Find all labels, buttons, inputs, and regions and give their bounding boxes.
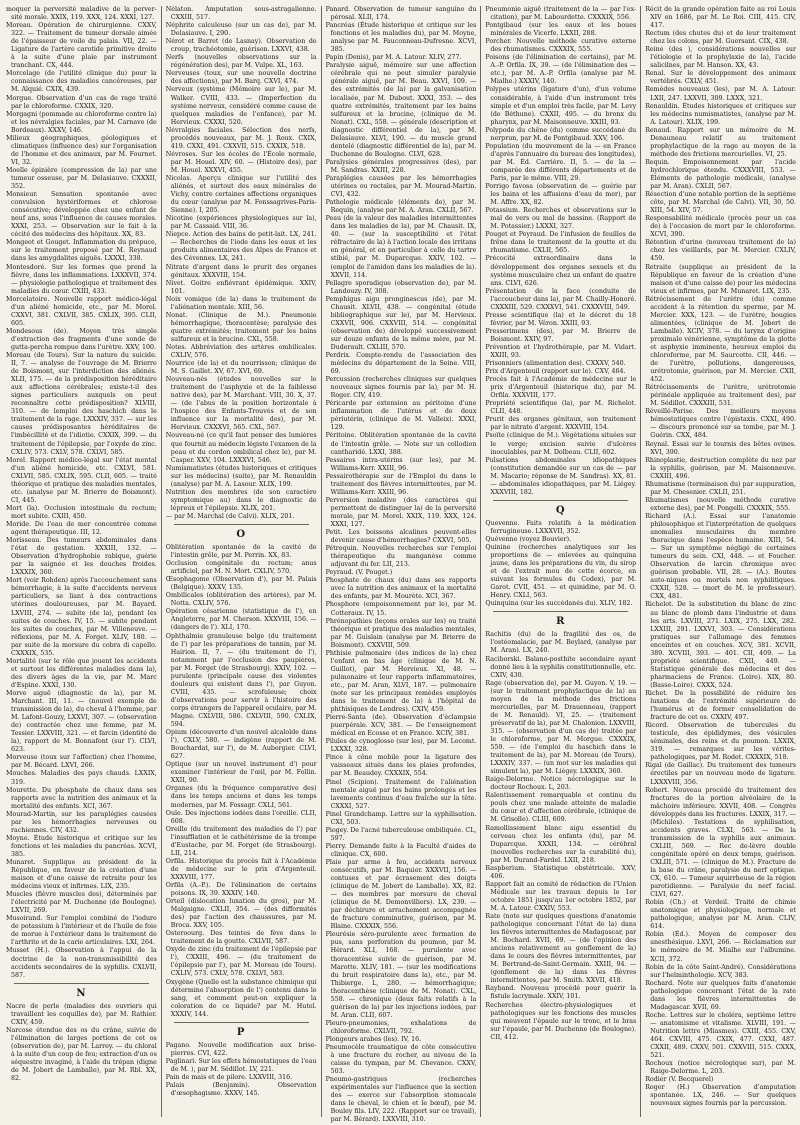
index-entry: Pessaires intra-utérins (sur les), par M. Williams-Kerr. XXIII, 96.	[325, 456, 477, 472]
index-entry: Nerveux (système (Mémoire sur le), par M. Walker. CVIII, 433. — (Imperfection du système nerveux, considéré comme cause de quelques maladies de l'enfance), par M. Hervieux. CXXXI, 520.	[165, 86, 317, 126]
index-entry: Rodier (V. Becquerel)	[645, 1076, 714, 1084]
index-entry: Remèdes nouveaux (les), par M. A. Latour. LXII, 247. LXXVII, 309. LXXX, 321.	[645, 86, 796, 102]
index-entry: Quinine (recherches analytiques sur les proportions de — enlevées au quinquina jaune, dans les préparations du vin, du sirop et de l'extrait mou de cette écorce, en suivant les formules du Codex), par M. Garot. CVII, 451. — et quinidine, par M. O. Henry. CXLI, 563.	[485, 544, 637, 600]
index-entry: Rigal (de Gaillac). Du traitement des tumeurs érectiles par un nouveau mode de ligature. LXXXVIII, 356.	[645, 762, 796, 786]
index-entry: Presserimens (des), par M. Brierre de Boismont. XXIV, 97.	[485, 327, 637, 343]
index-entry: Nivet. Goitre enfiévrant épidémique. XXIV, 101.	[165, 279, 317, 295]
index-entry: Monsieur. Sensation spontanée avec convulsion hystériformes et chlorose consécutive; développée chez une enfant de neuf ans, sous l'influence de causes morales. XXXI, 253. — Observation sur le fait à la cécité des médecins des hôpitaux. XX, 83.	[6, 191, 157, 239]
index-entry: Munaret. Supplique au président de la République, en faveur de la création d'une maison et d'une caisse de retraite pour les médecins vieux et infirmes. LIX, 235.	[6, 858, 157, 891]
index-entry: Population (du mouvement de la — en France d'après l'annuaire du bureau des longitudes), par M. Éd. Carrière. II, 5. — de la — comparée des différents départements et de Paris, par le même. VIII, 29.	[485, 142, 637, 182]
index-entry: Organes (du la fréquence comparative des) dans les temps anciens et dans les temps modernes, par M. Fossagr. CXLI, 561.	[165, 785, 317, 809]
index-entry: Nutrition des membres (de son caractère symptomique au) dans le diagnostic de lépreux et l'épilepsie. XLIX, 201.	[165, 488, 317, 512]
index-entry: Nouveau-nés (études nouvelles sur le traitement de l'asphyxie et de la faiblesse native des), par M. Marchant. VIII, 30. X, 37. — (de l'abus de la position horizontale à l'hospice des Enfants-Trouvés et de son influence sur la mortalité des), par M. Hervieux. CXXXVI, 565. CXL, 567.	[165, 376, 317, 432]
index-entry: Rétention d'urine (nouveau traitement de la) chez les vieillards, par M. Mercier. CXLIV, 459.	[645, 239, 796, 263]
index-entry: Mongeot et Gouget. Inflammation du prépuce, sur le traitement proposé par M. Reynaud dans les amygdalites aiguës. LXXXI, 338.	[6, 239, 157, 263]
index-entry: Quevenne. Faits relatifs à la médication ferrugineuse. LXXXVII, 352.	[485, 519, 637, 535]
index-entry: Pneumocèle traumatique de côte consécutive à une fracture du rocher, au niveau de la caisse du tympan, par M. Chevance. CXXV, 503.	[325, 1044, 477, 1076]
index-entry: Pulsations abdominales idiopathiques (constitution demandée sur un cas de — par M. Macario; réponse de M. Sandras). XX, 81. — abdominales idiopathiques, par M. Liégey. XXXVIII, 182.	[485, 456, 637, 496]
index-entry: Rétrécissements de l'urètre, urétrotomie périnéale appliquée au traitement des), par M. Sédillot. CXXXIII, 531.	[645, 384, 796, 408]
index-entry: Rhinoplastie, destruction complète du nez par la syphilis, guérison, par M. Maisonneuve. CXXIII, 496.	[645, 456, 796, 480]
index-entry: Quévenne (voyez Bouvier).	[485, 535, 572, 543]
index-entry: Pontgibaud (sur les eaux et les boues minérales de Vicerfe. LXXII, 288.	[485, 22, 637, 38]
index-entry: Précocité extraordinaire dans le développement des organes sexuels et du système musculaire chez un enfant de quatre ans. CLVI, 626.	[485, 255, 637, 287]
index-entry: Musoirand. Sur l'emploi combiné de l'iodure de potassium à l'intérieur et de l'huile de foie de morue à l'extérieur dans le traitement de l'arthrite et de la carie articulaires. LXI, 264.	[6, 915, 157, 947]
index-entry: Porrigo favosa (observation de — guérie par les bains et les affusions d'eau de mer), par M. Affre. XX, 82.	[485, 183, 637, 207]
letter-heading: O	[236, 529, 247, 540]
index-entry: Phrénopathies (leçons orales sur les) ou traité théorique et pratique des maladies mentales, par M. Guislain (analyse par M. Brierre de Boismont). CXXVIII, 509.	[325, 617, 477, 649]
index-entry: Responsabilité médicale (procès pour un cas de) à l'occasion de mort par le chloroforme. XCVI, 390.	[645, 215, 796, 239]
index-entry: Roger (H.) Observation d'amputation spontanée. LX, 246. — Sur quelques nouveaux signes fournis par la percussion.	[645, 1084, 796, 1108]
index-entry: — par M. Marchal (de Calvi). XLIX, 201.	[165, 512, 295, 520]
index-entry: Paralysies générales progressives (des), par M. Sandras. XXIII, 228.	[325, 158, 477, 174]
index-entry: Osteroourg. Des teintes de fève dans le traitement de la goutte. CXLVII, 587.	[165, 930, 317, 946]
index-entry: Niepce. Action des bains de petit-lait. LX, 241. — Recherches de l'iode dans les eaux et les produits alimentaires des Alpes de France et des Cévennes. LX, 241.	[165, 231, 317, 263]
index-entry: Ralentissement remarquable et continu du pouls chez une malade atteinte de maladie du cœur et d'affection cérébrale, (clinique de M. Grisolle). CLIII, 609.	[485, 792, 637, 824]
index-entry: Moreau (de Tours). Sur la nature du suicide. II, 7. — analyse de l'ouvrage de M. Brierre de Boismont, sur l'interdiction des aliénés. XLII, 175. — de la prédisposition héréditaire aux affections cérébrales; existe-t-il des signes particuliers auxquels on peut reconnaître cette prédisposition? XLVIII, 310. — de lemploi des haschich dans le traitement de la rage. LXXXIV, 337. — sur les causes prédisposantes héréditaires de l'imbécillité et de l'idiotie. CXXIX, 399. — du traitement de l'épilepsie, par l'oxyde de zinc. CXLIV, 573. CXLV, 578. CXLVI, 585.	[6, 352, 157, 456]
index-entry: Pince à cône mobile pour la ligature des vaisseaux situés dans les plaies profondes, par M. Beaudey. CXXXIX, 554.	[325, 754, 477, 778]
index-entry: Mort (la). Occlusion intestinale du rectum; mort subite. CXIII, 450.	[6, 504, 157, 520]
index-entry: Plongeurs arabes (les). IV, 16.	[325, 1036, 422, 1043]
index-entry: Paraplégies causées par les hémorrhagies utérines ou rectales, par M. Mourad-Martin. CVI, 432.	[325, 174, 477, 199]
index-entry: Peau (de la valeur des maladies intermittentes dans les maladies de la), par M. Chausit. IX, 40. — (sur la susceptibilité et l'état réfractaire de la) à l'action locale des irritans en général, et en particulier à celle du tartre stibié, par M. Duparcque. XXIV, 102. — (emploi de l'amidon dans les maladies de la). XXVII, 114.	[325, 215, 477, 279]
index-entry: Phthisie pulmonaire (des indices de la) chez l'enfant en bas âge (clinique de M. N. Guillot), par M. Hervieux. XI, 48. — pulmonaire et leur rapports inflammatoires, etc., par M. Aran, XLVI, 187. — pulmonaire (note sur les principaux remèdes employés dans le traitement de la) à l'hôpital de phthisiques de Londres). CXIV, 459.	[325, 649, 477, 714]
index-entry: Névralgies faciales. Sélection des nerfs, procédés nouveaux, par M. J. Roux. CXIX, 419. CXXI, 491. CXXVII, 515. CXXIX, 518.	[165, 126, 317, 150]
index-entry: Pemphigus aigu pronginescus (de), par M. Chausit. XLVII, 438. — congénital (étude bibliographique sur le), par M. Hervieux. CXXVII, 906. CXXVIII, 514. — congénital (observation de) développé successivement sur douze enfants de la même mère, par M. Duderault. CXLIII, 570.	[325, 295, 477, 351]
index-entry: Nouveau-né (ce qu'il faut penser des lumières que fournit au médecin légiste l'examen de la peau et du cordon ombilical chez le), par M. Casper. XXV, 104. LXXXVI, 546.	[165, 432, 317, 464]
index-entry: Poisons (de l'élimination de certains), par M. A.-P. Orfila. IX, 39. — (de l'élimination des — etc.), par M. A.-P. Orfila (analyse par M. Mialhe.) XXXIV, 140.	[485, 54, 637, 86]
index-entry: Ophthalmie granuleuse belge (du traitement de l') par les préparations de tannin, par M. Hairion. II, 7. — (du traitement de l'), notamment par l'occlusion des paupières, par M. Forget (de Strasbourg). XXIV, 102. — purulente (principale cause des violentes douleurs qui existent dans l'), par Guyon. CVIII, 435. — scrofuleuse; choix d'observations pour servir à l'histoire des corps étrangers de l'appareil oculaire, par M. Magne. CXLVIII, 586. CXLVIII, 590. CXLIX, 594.	[165, 632, 317, 729]
index-entry: Péricarde par extension au péritoine d'une inflammation de l'utérus et de deux périutérin, (clinique de M. Valleix). XXXI, 129.	[325, 400, 477, 432]
index-entry: Nonat. (Clinique de M.). Pneumonie hémorrhagique, thoracentèse; paralysie des quatre extrémités; traitement par les bains sulfureux et la brucine. CXL, 558.	[165, 311, 317, 343]
index-entry: Pathologie médicale (éléments de), par M. Requin, (analyse par M. A. Aran. CXLII, 567.	[325, 199, 477, 215]
index-entry: Mortalité (sur le rôle que jouent les accidents et surtout les différentes maladies dans la), des divers âges de la vie, par M. Marc d'Espine. XXXI, 130.	[6, 657, 157, 689]
index-entry: Pinel Grandchamp. Lettre sur la syphilisation. CXI, 503.	[325, 810, 477, 826]
index-entry: Retraite (supplique au président de la République en faveur de la création d'une maison et d'une caisse de) pour les médecins vieux et infirmes, par M. Munaret. LIX, 235.	[645, 263, 796, 295]
letter-heading: R	[556, 616, 566, 628]
index-entry: Moride. De l'eau de mer concentrée comme agent thérapeutique. III, 12.	[6, 521, 157, 537]
index-entry: Polypes utérins (ligature d'un), d'un volume considérable, à l'aide d'un instrument très simple et d'un emploi très facile, par M. Levy (de Béthune). CXXII, 495. — du bronx du pharynx, par M. Maisonneuve. XXIII, 93.	[485, 86, 637, 126]
index-entry: Quinquina (sur les succédanés du). XLIV, 182.	[485, 600, 633, 608]
index-entry: Milieux géographiques, géologiques et climatiques (influence des) sur l'organisation de l'homme et des animaux, par M. Fournet. VI, 32.	[6, 134, 157, 166]
index-entry: Pétrequin. Nouvelles recherches sur l'emploi thérapeutique du manganèse comme adjuvant du fer. LII, 213.	[325, 545, 477, 569]
index-column-1	[6, 6, 157, 1117]
index-entry: Prisonniers (alimentation des). CXXXV, 540.	[485, 360, 626, 368]
index-entry: Raige-Delorme. Notice nécrologique sur le docteur Rochoux. L, 203.	[485, 776, 637, 792]
index-entry: Nicotine (expériences physiologiques sur la), par M. Cassaid. VIII, 36.	[165, 215, 317, 231]
index-entry: Morcelatoire. Nouvelle rapport médico-légal d'un aliéné homicide, etc., par M. Morel. CXXVI, 381. CXLVII, 385. CXLIX, 395. CLII, 605.	[6, 295, 157, 327]
index-entry: Paglinari. Sur les effets hémostatiques de l'eau de M. ), par M. Sédillot. LV, 221.	[165, 1057, 317, 1073]
index-entry: Rétrécissement de l'urètre (du) comme accident à la rétention du sperme, par M. Mercier. XXX, 123. — de l'urètre, bougies alimentées, (clinique de M. Jobert de Lamballe). XCIV, 378. — du larynx d'origine proximale vénérienne, symptôme de la glotte et asphyxie imminente, heureux emploi du chloroforme, par M. Saurcotte. CII, 446. — de l'urètre, pollutions, dangereuses, urétrotomie, guérison, par M. Mercier. CXII, 452.	[645, 295, 796, 384]
index-entry: Pierry. Demande faite à la Faculté d'aides de clinique. CX, 600.	[325, 842, 477, 858]
index-entry: Papin (Denis), par M. A. Latour. XLIV, 277.	[325, 54, 462, 62]
index-column-4	[480, 6, 636, 1117]
index-column-2	[161, 6, 317, 1117]
index-entry: Pierre-Santa (de). Observation d'éclampsie puerpérale. XCV, 381. — De l'enseignement médical en Ecosse et en France. XCIV, 381.	[325, 714, 477, 738]
index-entry: Moyne. Étude historique et critique sur les fonctions et les maladies du pancréas. XCVI, 385.	[6, 834, 157, 858]
index-entry: Ramollissement blanc aigu essentiel du cerveau chez les enfants (du), par M. Duparcque. XXXII, 134. — cérébral (nouvelles recherches sur la curabilité du), par M. Durand-Fardel. LXII, 218.	[485, 824, 637, 864]
index-entry: Recherches électro-physiologiques et pathologiques sur les fonctions des muscles qui meuvent l'épaule sur le tronc, et le bras sur l'épaule, par M. Duchenne (de Boulogne). CII, 412.	[485, 1001, 637, 1041]
index-entry: Numismatistes (études historiques et critiques sur les médecins) (suite), par M. Renauldin (analyse) par M. A. Lasour. XLIX, 199.	[165, 464, 317, 488]
index-entry: Rayband. Nouveau procédé pour guérir la fistule lacrymale. XXIV, 101.	[485, 985, 637, 1001]
index-entry: Raciborski. Balano-posthite secondaire ayant donné lieu à la syphilis constitutionnelle, etc. CXIV, 430.	[485, 655, 637, 679]
index-entry: Notes. Abbréviation des artères ombilicales. CXLIV, 576.	[165, 343, 317, 360]
index-entry: Reine (des ), considérations nouvelles sur l'étiologie et la prophylaxie de la), l'acide salicilnes, par M. Hanson. XX, 43.	[645, 46, 796, 70]
index-entry: Morveuse (toux sur l'affection) chez l'homme, par M. Bécard. LXVI, 266.	[6, 754, 157, 770]
index-entry: Rhumatismes (nouvelle méthode curative externe des), par M. Pongelli. CXXXIX, 555.	[645, 496, 796, 512]
index-entry: Narcose étendue des os du crâne, suivie de l'élimination de larges portions de cet os (observation de), par M. Larrey. — du chloral à la suite d'un coup de feu; extraction d'un os séquestre invaginé, à l'aide du trépan (digne de M. Jobert de Lamballe), par M. Rbl. XX, 82.	[6, 1026, 157, 1083]
index-entry: Ricord. Observation de tubercules du testicule, des épididymes, des vésicules séminales, des reins et du poumon. LXXIX, 319. — remarques sur les vérites-pathologiques, par M. Rodet. CXXXIX, 518.	[645, 722, 796, 762]
section-divider	[493, 611, 628, 612]
letter-heading: Q	[555, 504, 566, 516]
index-entry: Phosphate de chaux (du) dans ses rapports avec la nutrition des animaux et la mortalité des enfants, par M. Mourète. XCI, 367.	[325, 577, 477, 601]
index-entry: Présentation de la face (conduite de l'accoucheur dans la), par M. Chailly-Honoré. CXXXIII, 529. CXXXVI, 541. CXXXVIII, 549.	[485, 287, 637, 311]
index-entry: Nerveuses (toux, sur une nouvelle doctrine des affections), par M. Barq. CXVI, 474.	[165, 70, 317, 86]
index-entry: Prix d'Argenteuil (rapport sur le). CXV, 464.	[485, 368, 626, 376]
index-entry: Plaie par arme à feu, accidents nerveux consécutifs, par M. Baquier. XXXVII, 156. — contuses et par écrasement des doigts (clinique de M. Jobert de Lamballe). XX, 82. — des membres par morsure de cheval (clinique de M. Demonvilliers). LX, 239. — par déchirure et arrachement accompagnée de fracture comminutive, guérison, par M. Blaine. CXXXIX, 556.	[325, 858, 477, 931]
section-divider	[174, 1022, 309, 1023]
index-entry: Prévention et l'hydrothérapie, par M. Vidart. XXIII, 93.	[485, 343, 637, 360]
index-entry: Renauldin. Études historiques et critiques sur les médecins numismatistes, (analyse par M. A. Latour). XLIX, 199.	[645, 102, 796, 126]
index-entry: Péritoine. Oblitération spontanée de la cavité de l'intestin grêle. — Note sur un collodion cantharidé. LXXI, 388.	[325, 432, 477, 456]
index-entry: Noix vomique (de la) dans le traitement de l'aliénation mentale. XIII, 56.	[165, 295, 317, 311]
index-entry: Mouches. Maladies des pays chauds. LXXIX, 319.	[6, 770, 157, 786]
index-entry: Rage (observation de), par M. Guyon. V, 19. — (sur le traitement prophylactique de la) au moyen de la méthode des frictions mercurielles, par M. Drauenneau, (rapport de M. Renauld). VI, 25. — (traitement préservatif de la), par M. Chalonion. LXXVIII, 315. — (observation d'un cas de) traitée par le chloroforme, par M. Morgue. CXXXIX, 559. — (de l'emploi du haschich dans le traitement de la), par M. Moreau (de Tours). LXXXIV, 337. — (un mot sur les maladies qui simulent la), par M. Liégey. LXXXIX, 360.	[485, 679, 637, 776]
index-entry: Morgagni (pommade au chloroforme contre la) et les névralgies faciales, par M. Carnave (de Bordeaux). XXXV, 146.	[6, 110, 157, 134]
index-entry: Richet. De la possibilité de réduire les luxations de l'extrémité supérieure de l'humérus et de former consolidation de fracture de cet os. CXXIV, 497.	[645, 689, 796, 722]
index-entry: Pneumonie aiguë (traitement de la — par l'ex-citation), par M. Labourdette. CXXXIX, 556.	[485, 6, 637, 22]
index-entry: Pinel (Scipion). Traitement de l'aliénation mentale aiguë par les bains prolongés et les lavements continus d'eau fraîche sur la tête. CXXXI, 527.	[325, 778, 477, 810]
index-entry: Perdrix. Compte-rendu de l'association des médecins du département de la Seine. VIII, 69.	[325, 352, 477, 376]
index-entry: Panard. Observation de tumeur sanguine du pérosal. XLII, 174.	[325, 6, 477, 22]
letter-heading: N	[76, 987, 87, 999]
index-entry: Orfila. Historique du procès fait à l'Académie de médecine sur le prix d'Argenteuil. XXXVIII, 177.	[165, 857, 317, 881]
index-entry: Robert. Nouveau procédé du traitement des fractures de la portion alvéolaire de la mâchoire inférieure. XXVII, 408. — Congrès développés dans les fractures. LXXIX, 317. — (Michiles). Testations de syphilisation, accidents graves. CLXI, 563. — De la transmission de la syphilis aux animaux. CXLIII, 569. — Rec de-lèvre double congénitale opéré en deux temps, guérison. CXLIII, 571. — (clinique de M.). Fracture de la base du crâne, paralysie du nerf optique. CX, 610. — Tumeur squirrheuse de la région parotidienne. — Paralysie du nerf facial. CLVI, 627.	[645, 786, 796, 899]
index-entry: Résection d'une notable portion de la septième côte, par M. Marchal (de Calvi). VII, 30, 50. XIII, 54. XIV, 57.	[645, 191, 796, 215]
index-entry: Robin de la côte Saint-André). Considérations sur l'helminthologie. XCV, 383.	[645, 963, 796, 979]
index-entry: Richelot. De la substitution du blanc de zinc au blanc de plomb dans l'industrie et dans les arts. LXVIII, 271. LXIX, 275. LXX, 282. LXXIII, 291. LXXVI, 303. — Considérations pratiques sur l'allumage des femmes enceintes et en couches. XCV, 381. XCVII, 389. XCVIII, 393. — 401. CII, 409. — La propriété scientifique. CXII, 449. — Statistique générale des médecins et des pharmaciens de France. (Loire). XIX, 80. (Basse-Loire). CXXX, 524.	[645, 601, 796, 689]
index-entry: Pneumo-gastriques (recherches expérimentales sur l'influence que la section des — exerce sur l'absorption stomacale dans le cheval, le chien et le bœuf), par M. Bouley fils. LIV, 222. (Rapport sur ce travail), par M. Bérard). LXXVIII, 310.	[325, 1076, 477, 1124]
index-entry: Muscles (fièvre muscles des), déterminés par l'électricité par M. Duchenne (de Boulogne). LXVII, 269.	[6, 891, 157, 915]
index-entry: Pancréas (Étude historique et critique sur les fonctions et les maladies du), par M. Moyne, analyse par M. Fauconneau-Dufresne. XCVI, 385.	[325, 22, 477, 54]
index-entry: Œsophagome (Observation d'), par M. Palais (Belgique). XXXV, 135.	[165, 576, 317, 592]
index-entry: Oblitération spontanée de la cavité de l'intestin grêle, par M. Perrin. XX, 83.	[165, 544, 317, 560]
index-entry: Nicolas. Aperçu clinique sur l'utilité des aliénés, et surtout des eaux minérales de Vichy, contre certaines affections organiques du cœur (analyse par M. Fonssagrives-Paris-Sienne). I, 205.	[165, 174, 317, 215]
index-entry: Percussion (recherches cliniques sur quelques nouveaux signes fournis par la), par M. H. Roger. CIV, 419.	[325, 376, 477, 400]
index-entry: Rapport fait au comité de rédaction de l'Union Médicale sur les travaux depuis le 1er octobre 1851 jusqu'au 1er octobre 1852, par M. A. Latour. CXXIV, 553.	[485, 880, 637, 912]
index-entry: Néphrite calculeuse (sur un cas de), par M. Delasiauve. I, 290.	[165, 22, 317, 38]
index-entry: Moreau. Opération de chirurgienne. CXXV, 322. — Traitement de tumeur dorsale aimée de l'épaisseur de voile du palais. VII, 22. — Ligature de l'artère carotide primitive droite à la suite d'une plaie par instrument tranchant. CX, 444.	[6, 22, 157, 70]
section-divider	[493, 500, 628, 501]
index-entry: Orteil (dislocation luxation du gros), par M. Malgaigne. CXLII, 354. — (des difformités des) par l'action des chaussures, par M. Broca. XXV, 105.	[165, 898, 317, 930]
index-entry: Rochoux (notice nécrologique sur), par M. Raige-Delorme. L, 203.	[645, 1060, 796, 1076]
index-entry: Récit de la grande opération faite au roi Louis XIV en 1686, par M. Le Roi. CIII, 415. CIV, 417.	[645, 6, 796, 30]
index-entry: Morgue. Observation d'un cas de rage traité par le chloroforme. CXXIX, 320.	[6, 94, 157, 110]
index-entry: Nerfs (nouvelles observations sur la régénération des), par M. Vulpe. XL, 163.	[165, 54, 317, 70]
index-entry: Morcelage (de l'utilité clinique du) pour la connaissance des maladies cancéreuses, par M. Alquié. CXIX, 439.	[6, 70, 157, 94]
index-entry: Raspberium. Statistique obstétricale. XXV, 406.	[485, 864, 637, 880]
index-entry: Piogey. De l'acné tuberculeuse ombiliquée. CL, 597.	[325, 826, 477, 842]
index-entry: Rate (note sur quelques questions d'anatomie pathologique concernant l'état de la) dans les fièvres intermittentes de Madagascar, par M. Bochard. XVII, 69. — (de l'opinion des anciens relativement au gonflement de la) dans le cours des fièvres intermittentes, par M. Bertrand-de-Saint-Germain. XXIII, 94. — (gonflement de la) dans les fièvres intermittentes, par M. Smith. XXVII, 418.	[485, 913, 637, 985]
index-entry: Renaud. Rapport sur un mémoire de M. Denauneau relatif au traitement prophylactique de la rage au moyen de la méthode des frictions mercurielles. VI, 25.	[645, 126, 796, 158]
index-entry: Perversion maladive (des caractères qui permettent de distinguer la) de la perversité morale, par M. Morel. XXIX, 119. XXX, 124. XXXI, 127.	[325, 496, 477, 528]
index-entry: Pleurésie séro-purulente avec formation de pus, sans perforation du poumon, par M. Hérard. XLI, 168. — purulente avec thoracentèse suivie de guérison, par M. Marotte. XLIV, 181. — (sur les modifications du bruit respiratoire dans la), etc., par M. Thibierge. L, 280. — hémorrhagique; thoracenthèse (clinique de M. Nonat). CXL, 558. — chronique (deux faits relatifs à la guérison de la) par les injections iodées, par M. Aran. CLII, 607.	[325, 931, 477, 1019]
index-entry: Presse scientifique (la) et le décret du 18 février, par M. Véron. XXIII, 93.	[485, 311, 637, 327]
index-entry: Pilules de cynoglosse (sur les), par M. Lecomt. LXXXI, 328.	[325, 738, 477, 754]
index-entry: Oxygène (Quelle est la substance chimique qui détermine l'absorption de l') contenu dans le sang, et comment peut-on expliquer la coloration de ce liquide? par M. Hutel. XXXIV, 144.	[165, 978, 317, 1018]
index-entry: Pouget et Peyraud. De l'infusion de feuilles de frêne dans le traitement de la goutte et du rhumatisme. CXLII, 565.	[485, 231, 637, 255]
index-entry: Porcher. Nouvelle méthode curative externe des rhumatismes. CXXXIX, 555.	[485, 38, 637, 54]
index-entry: Nérot et Barret (de Lasnay). Observation de croup, trachéotomie, guérison. LXXVI, 438.	[165, 38, 317, 54]
index-entry: Paralysie aiguë, mémoire sur une affection cérébrale qui ne peut simuler paralysie générale aiguë, par M. Beau. XXVI, 109. — des extrémités (de la) par la galvanisation localisée, par M. Dubout. XXXI, 353. — des quatre extrémités, traitement par les bains sulfureux et la brucine, (clinique de M. Nonat). CXL, 558. — générale (description et diagnostic différentiel de la), par M. Delasiauve. XLVI, 190. — du muscle grand dentelé (diagnostic différentiel de la), par M. Duchenne de Boulogne. CLVI, 628.	[325, 62, 477, 158]
index-entry: Potassium. Recherches et observations sur le mal de vers ou mal de bassine. (Rapport de M. Potassier.) LXXXI, 327.	[485, 207, 637, 231]
index-column-5	[640, 6, 796, 1117]
index-entry: Nacre de perle (maladies des ouvriers qui travaillent les coquilles de), par M. Rathier. CXIV, 459.	[6, 1002, 157, 1026]
index-entry: Phosphore (empoisonnement par le), par M. Cotteraux. IV, 15.	[325, 601, 477, 617]
index-entry: Petit. Les boissons alcalines peuvent-elles devenir cause d'hémorrhagies? CXXVI, 505.	[325, 529, 477, 545]
index-entry: moquer la perversité maladive de la perver-sité morale. XXIX, 119. XXX, 124. XXXI, 127.	[6, 6, 157, 22]
index-entry: Oreille (du traitement des maladies de l') par l'insufflation et le cathétérisme de la trompe d'Eustache, par M. Forget (de Strasbourg). LII, 214.	[165, 825, 317, 857]
index-entry: Palais (Benjamin). Observation d'œsophagisme. XXXV, 145.	[165, 1082, 317, 1098]
index-entry: Opération césarienne (statistique de l'), en Angleterre, par M. Cherson. XXXVIII, 156. — (dangers de l'). XLI, 170.	[165, 608, 317, 632]
index-entry: Mort (voir Rohden) après l'accouchement sans hémorrhagie, à la suite d'accidents nerveux particuliers, se liant à des contractions utérines douloureuses, par M. Bayard. LXVIII, 274. — subite (de la), pendant les suites de couches. IV, 15. — subite pendant les suites de couches, par M. Villeneuve. — réflexions, par M. A. Forget. XLIV, 180. — par suite de la morsure du cobra di capello. CXXXIX, 535.	[6, 577, 157, 657]
letter-heading: P	[236, 1026, 246, 1038]
index-entry: Pain de mais et de pilore. LXXVIII, 316.	[165, 1073, 293, 1081]
index-entry: Richard (A.). Essai sur l'anatomie philosophique et l'interprétation de quelques anomalies musculaires du membre thoracique dans l'espèce humaine. XIII, 54. — Sur un symptôme négligé de certaines tumeurs du sein. CXI, 448. — et Foucher. Observation de larcin chronique avec guérison probable. VII, 28. — (A.). Boutes auto-niques ou mortels non syphilitiques. CXXII, 528. — (mort de M. le professeur). CXX, 481.	[645, 512, 796, 601]
index-entry: Ombilicales (oblitération des artères), par M. Notta. CXLIV, 576.	[165, 592, 317, 608]
index-entry: Psoïte (clinique de M.). Végétations situées sur le verge; excision suivie d'ulcères inoculables, par M. Dolbeau. CLII, 602.	[485, 432, 637, 456]
index-entry: Montesdoré. Sur les formes que prend la fièvre, dans les inflammations. LXXXVII, 374. — physiologie pathologique et traitement des maladies du cœur. CXIII, 433.	[6, 263, 157, 295]
index-entry: Prurit des organes génitaux, son traitement par le nitrate d'argent. XXXVIII, 154.	[485, 416, 637, 432]
index-entry: Pessairothérapie sur de l'Emploi du dans le traitement des fièvres intermittentes, par M. Williams-Kerr. XXIII, 96.	[325, 472, 477, 496]
index-column-3	[321, 6, 477, 1124]
index-entry: Renal. Sur le développement des animaux vertébrés. CXLV, 451.	[645, 70, 796, 86]
index-entry: Névroses. Sur les écoles de l'École normale, par M. Houel. XIV, 60. — (Histoire des), par M. Houel. XXXVI, 455.	[165, 150, 317, 174]
index-entry: Robin (Éd.). Moyen de composer des anesthésique. LXVI, 266. — Réclamation sur le mémoire de M. Mialhe sur l'albumine. XCII, 372.	[645, 931, 796, 963]
index-entry: Rectum (des chutes du) et de leur traitement chez les colons, par M. Guersant. CIX, 438.	[645, 30, 796, 46]
index-entry: Pellagre sporadique (observation de), par M. Landouzy. IV, 308.	[325, 279, 477, 295]
index-entry: Orfila (A.-P.). De l'élimination de certains poisons. IX, 39. XXXIV, 140.	[165, 881, 317, 898]
index-entry: Mourad-Martin, sur les paraplégies causées par les hémorrhagies nerveuses ou rachiennes. CIV, 432.	[6, 810, 157, 834]
index-entry: Nélaton. Amputation sous-astragalienne. CXXIII, 517.	[165, 6, 317, 22]
index-entry: Mondesous (de). Moyen très simple d'extraction des fragments d'une sonde de gutta-percha rompue dans l'urètre. XXV, 100.	[6, 327, 157, 351]
index-entry: Optique (sur un nouvel instrument d') pour examiner l'intérieur de l'œil, par M. Follin. XXII, 90.	[165, 761, 317, 785]
section-divider	[14, 983, 149, 984]
index-entry: Nourrice (de la) et du nourrisson; clinique de M. S. Gaillet. XV, 67. XVI, 69.	[165, 360, 317, 376]
index-entry: Rochard. Note sur quelques faits d'anatomie pathologique concernant l'état de la rate dans les fièvres intermittentes de Madagascar. XVII, 69.	[645, 979, 796, 1011]
index-entry: Morel. Rapport médico-légal sur l'état mental d'un aliéné homicide, etc. CXLVI, 581. CXLVII, 585. CXLIX, 595. CLII, 605. — traité théorique et pratique des maladies mentales, etc. (analyse par M. Brierre de Boismont). CI, 445.	[6, 456, 157, 504]
index-entry: Propriété scientifique (la), par M. Richelot. CLII, 448.	[485, 400, 637, 416]
index-entry: Rhumatisme (terminaison du) par suppuration, par M. Chesenier. CXLII, 251.	[645, 480, 796, 496]
index-entry: Polypode du chêne (du) comme succédané du nerprun, par M. de Pontgibaud. XXV, 106.	[485, 126, 637, 142]
index-entry: Opium (découverte d'un nouvel alcaloïde dans l'), CXLV, 580. — indigène (rapport de M. Bouchardat, sur l'), de M. Aubergier. CLVI, 627.	[165, 729, 317, 761]
index-entry: Reynal. Essai sur le tournis des bêtes ovines. XVI, 390.	[645, 440, 796, 456]
index-entry: Musset (H.). Observation à l'appui de la doctrine de la non-transmissibilité des accidents secondaires de la syphilis. CXLVII, 587.	[6, 947, 157, 979]
index-entry: Procès fait à l'Académie de médecine sur le prix d'Argenteuil (historique du), par M. Orfila. XXXVIII, 177.	[485, 376, 637, 400]
index-entry: Réveillé-Parise. Des meilleurs moyens hémostatiques contre l'épistaxis. CXXI, 490. — discours prononcé sur sa tombe, par M. J. Guérin. CXX, 484.	[645, 408, 796, 440]
index-entry: Ouïe. Des injections iodées dans l'oreille. CLII, 608.	[165, 809, 317, 825]
index-entry: Oxyde de zinc (du traitement de l'épilepsie par l'), CXXIII, 496. — (du traitement de l'épilepsie par l'), par M. Moreau (de Tours). CXLIV, 573. CXLV, 578. CXLVI, 583.	[165, 946, 317, 978]
index-entry: Moelle épinière (compression de la) par une tumeur osseuse, par M. Delasiauve. CXXXII, 352.	[6, 166, 157, 191]
index-entry: Nitrate d'argent dans le prurit des organes génitaux. XXXVIII, 154.	[165, 263, 317, 279]
index-entry: Peyraud. (V. Pouget.)	[325, 569, 393, 577]
index-entry: Robin (Ch.) et Verdeil. Traité de chimie anatomique et physiologique, normale et pathologique, analyse par M. Aran. CLIV, 614.	[645, 899, 796, 931]
index-entry: Mourette. Du phosphate de chaux dans ses rapports avec la nutrition des animaux et la mortalité des enfants. XCI, 367.	[6, 786, 157, 810]
index-entry: Roche. Lettres sur le choléra, septième lettre — anatomisme et vitalisme. XLVIII, 191. — Nutrition lettre (Miasmes). CXIII, 455. CXV, 464. CXVIII, 475. CXIX, 477. CXXI, 487. CXXII, 489. CXXV, 501. CXXVIII, 515. CXXX, 521.	[645, 1011, 796, 1060]
index-entry: Pagano. Nouvelle modification aux brise-pierres. CVI, 422.	[165, 1041, 317, 1057]
index-entry: Pleuro-pneumonies, exhalations de chloroforme. CXLVII, 792.	[325, 1019, 477, 1035]
index-entry: Rachitis (du) de la fragilité des os, de l'ostéomalacie, par M. Beylard, (analyse par M. Aran). LX, 240.	[485, 631, 637, 655]
index-entry: Occlusion congénitale du rectum; anus artificiel, par M. N. Mort. CXLIV, 570.	[165, 560, 317, 576]
index-entry: Morisseau. Des tumeurs abdominales dans l'état de gestation. XXXIII, 132. — Observation d'hydrophobie rabique, guérie par la saignée et les douches froides. LXXXIX, 360.	[6, 537, 157, 577]
index-entry: Morve aiguë (diagnostic de la), par M. Marchant. III, 11. — (nouvel exemple de transmission de la), du cheval à l'homme, par M. Lafont-Gouzy, LXXVI, 307. — (observation de) contractée chez une femme, par M. Tessier. LXXVIII, 321. — et farcin (identité de la), rapport de M. Bonnafont (sur l'). CLVI, 623.	[6, 689, 157, 754]
index-entry: Requin. Empoisonnement par l'acide hydrochlorique étendu. CXXXVIII, 553. — Éléments de pathologie médicale, (analyse par M. Aran). CXLII, 567.	[645, 158, 796, 191]
section-divider	[174, 524, 309, 525]
